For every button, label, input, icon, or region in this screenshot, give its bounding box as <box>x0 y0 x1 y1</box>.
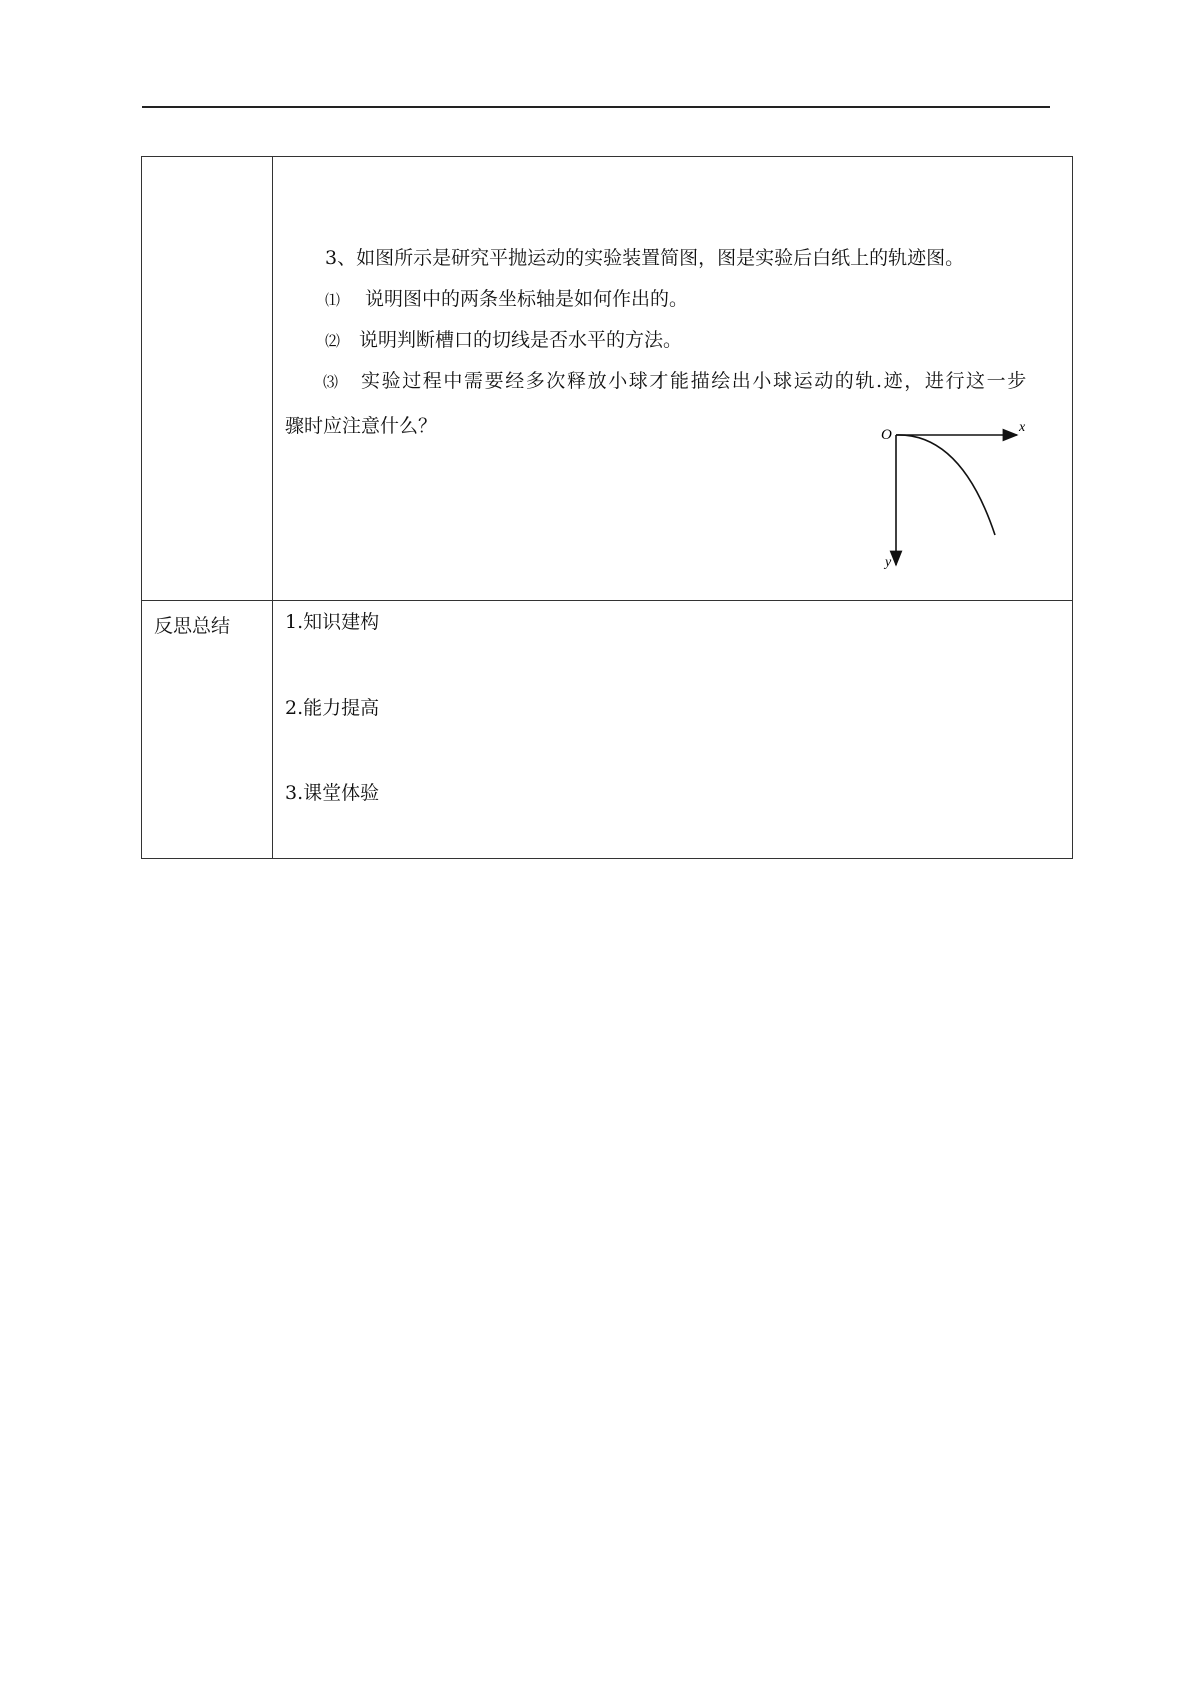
origin-label: O <box>881 427 892 443</box>
question-cell <box>273 157 1073 601</box>
reflection-label: 反思总结 <box>142 601 273 859</box>
sub-question-3-number: ⑶ <box>323 373 340 391</box>
question-main: 3、如图所示是研究平抛运动的实验装置简图，图是实验后白纸上的轨迹图。 <box>325 247 965 269</box>
trajectory-curve <box>896 435 995 535</box>
sub-question-2 <box>325 327 682 354</box>
trajectory-figure <box>881 420 1031 575</box>
sub-question-1 <box>325 286 688 313</box>
sub-question-3-continuation: 骤时应注意什么？ <box>285 415 438 437</box>
sub-question-2-text: 说明判断槽口的切线是否水平的方法。 <box>359 329 683 351</box>
question-row <box>142 157 1073 601</box>
y-axis-label: y <box>885 555 892 570</box>
x-axis-label: x <box>1019 420 1026 435</box>
sub-question-1-number: ⑴ <box>325 291 341 309</box>
reflection-row <box>142 601 1073 859</box>
lesson-table <box>141 156 1073 859</box>
sub-question-3-text: 实验过程中需要经多次释放小球才能描绘出小球运动的轨.迹，进行这一步 <box>361 370 1028 392</box>
reflection-item-ability: 2.能力提高 <box>285 697 380 719</box>
reflection-item-knowledge: 1.知识建构 <box>285 611 380 633</box>
sub-question-2-number: ⑵ <box>325 332 341 350</box>
sub-question-1-text: 说明图中的两条坐标轴是如何作出的。 <box>365 288 689 310</box>
reflection-item-experience: 3.课堂体验 <box>285 782 380 804</box>
sub-question-3 <box>323 368 1028 395</box>
question-label-cell <box>142 157 273 601</box>
header-rule <box>142 106 1050 108</box>
reflection-cell <box>273 601 1073 859</box>
